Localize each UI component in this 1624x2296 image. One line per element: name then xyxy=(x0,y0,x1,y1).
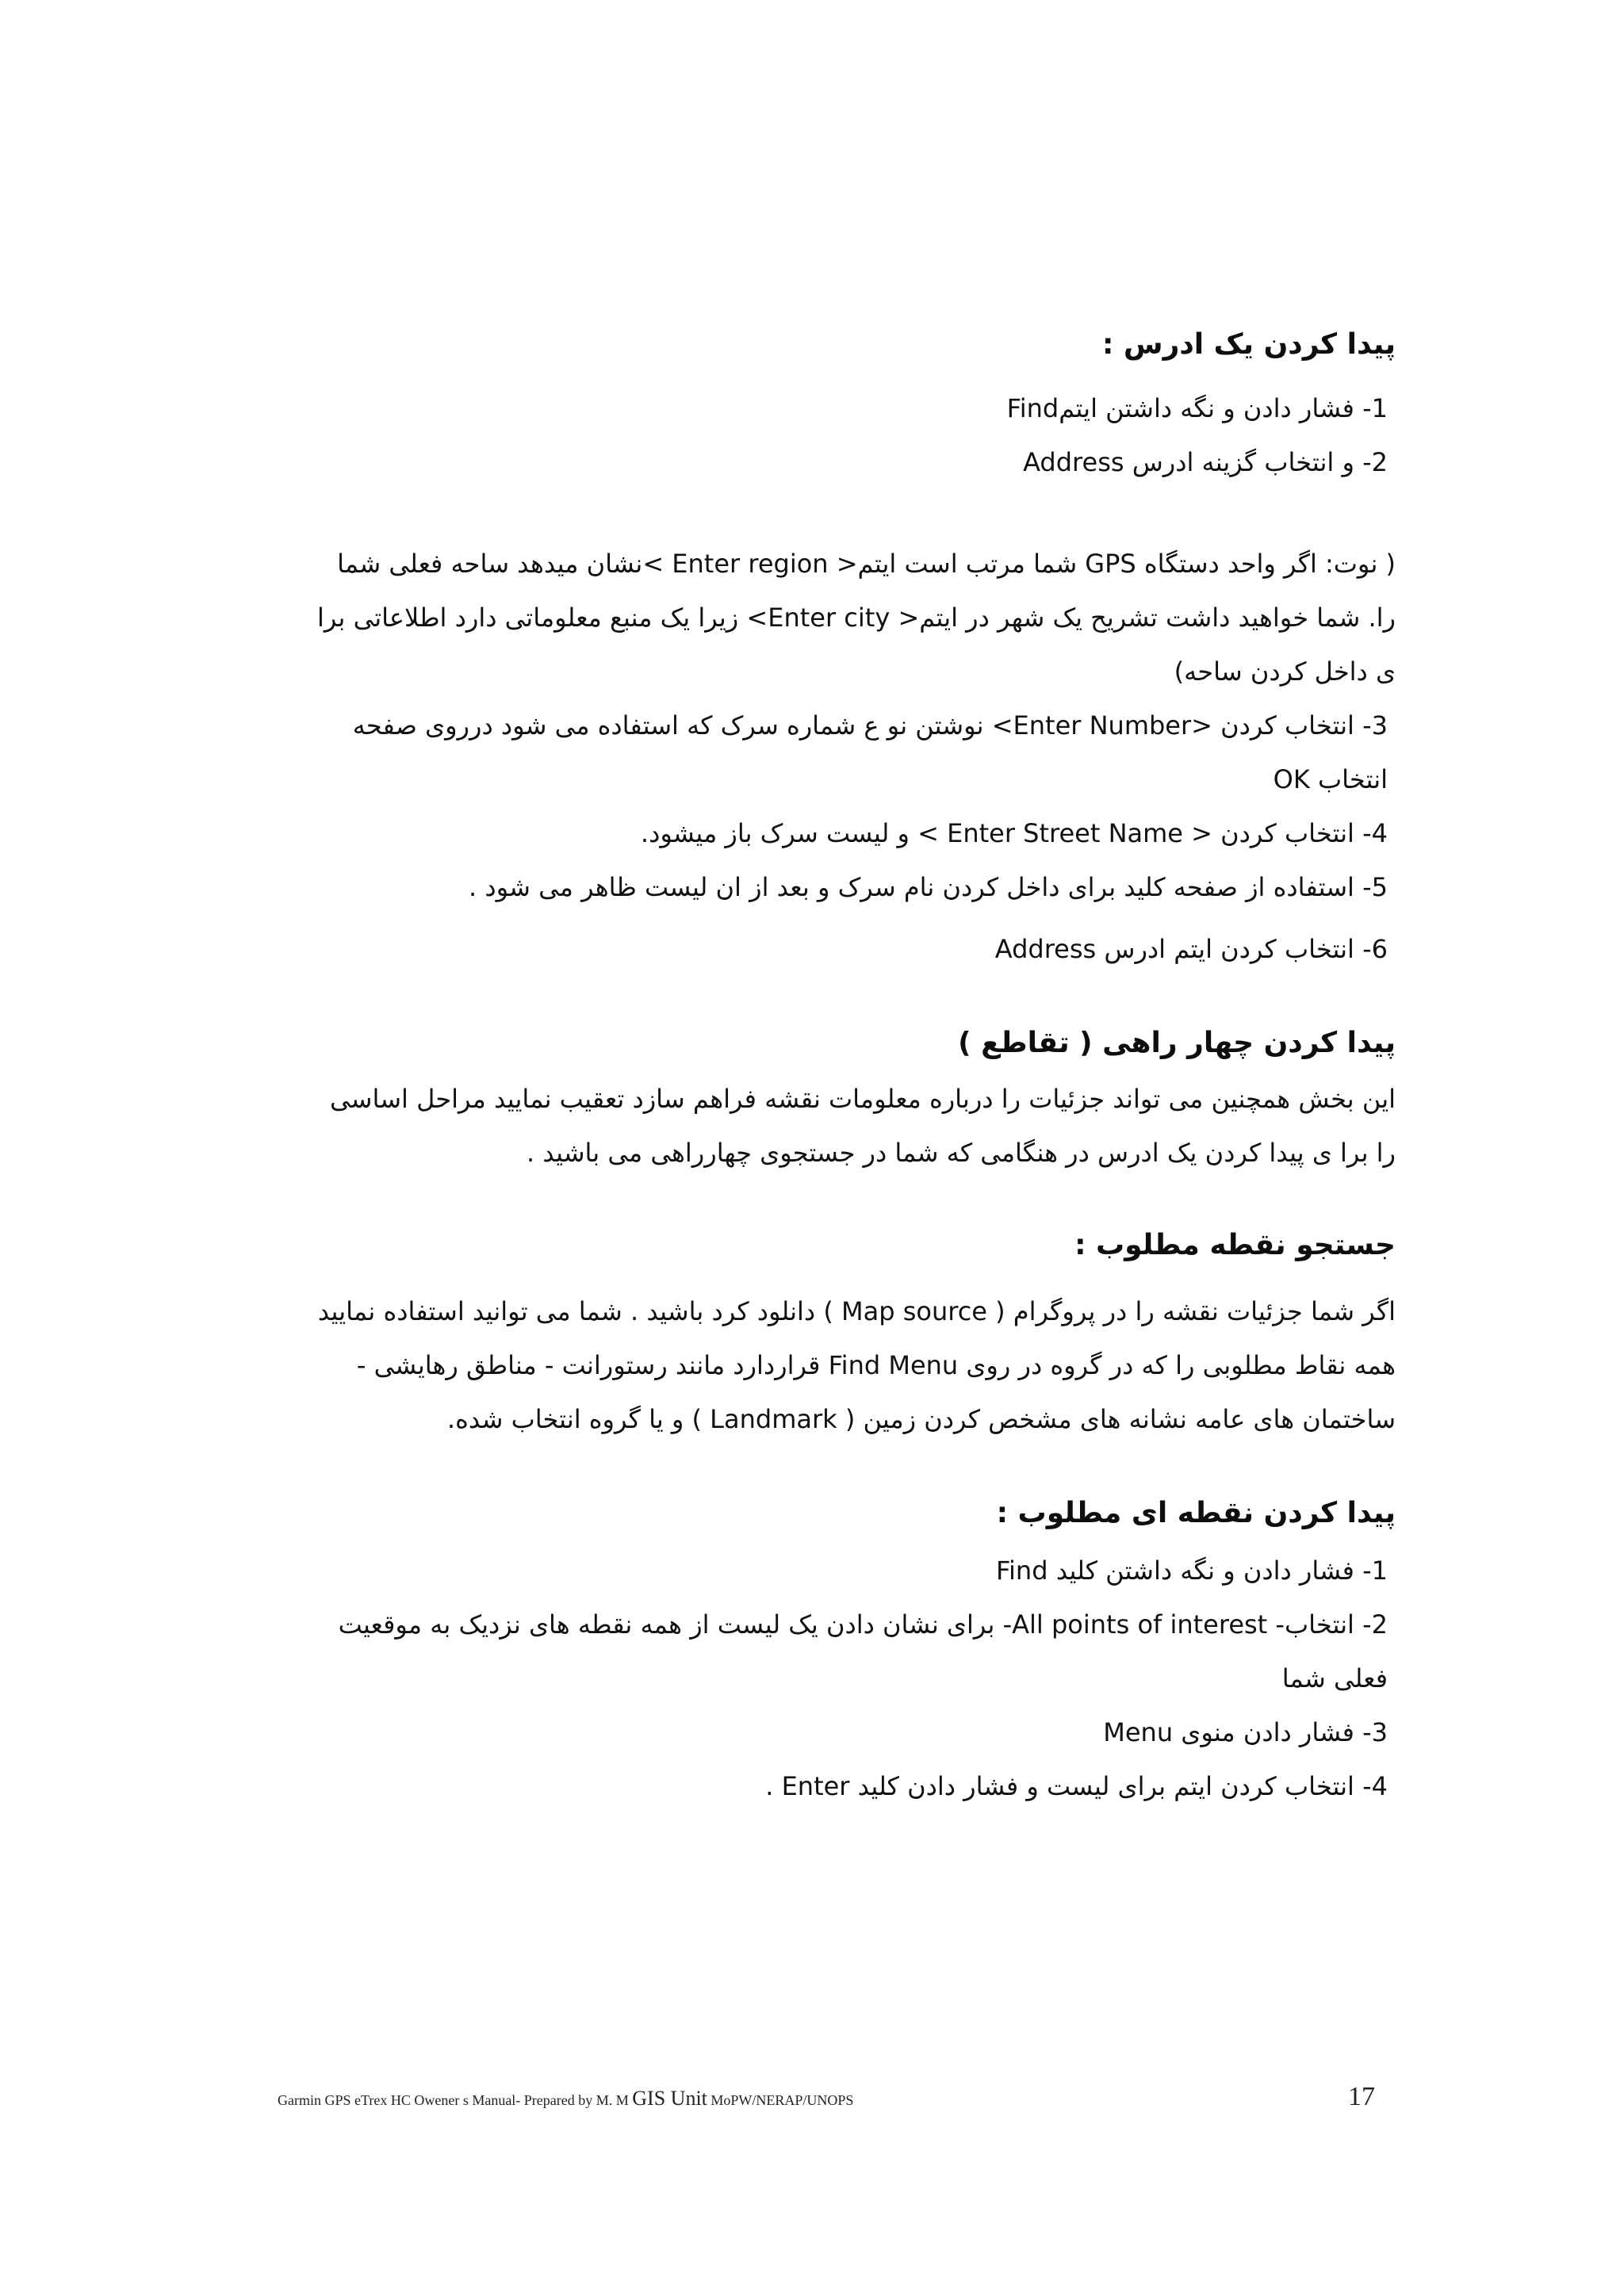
heading-find-address: پیدا کردن یک ادرس : xyxy=(1101,328,1396,361)
search-point-paragraph: اگر شما جزئیات نقشه را در پروگرام ( Map source ) دانلود کرد باشید . شما می توانید استفاده نمایید همه نقاط مطلوبی را که در گروه در روی Find Menu قراردارد مانند رستورانت - مناطق رهایشی - ساختمان های عامه نشانه های مشخص کردن زمین ( Landmark ) و یا گروه انتخاب شده. xyxy=(317,1296,1396,1435)
intersection-paragraph: این بخش همچنین می تواند جزئیات را درباره معلومات نقشه فراهم سازد تعقیب نمایید مراحل اساسی را برا ی پیدا کردن یک ادرس در هنگامی که شما در جستجوی چهارراهی می باشید . xyxy=(330,1083,1396,1168)
find-address-step-6: 6- انتخاب کردن ایتم ادرس Address xyxy=(994,933,1388,964)
find-address-step-3: 3- انتخاب کردن <Enter Number> نوشتن نو ع شماره سرک که استفاده می شود درروی صفحه انتخاب OK xyxy=(352,710,1388,794)
find-point-step-4: 4- انتخاب کردن ایتم برای لیست و فشار دادن کلید Enter . xyxy=(765,1771,1388,1802)
footer-manual-title: Garmin GPS eTrex HC Owener s Manual- Prepared by M. M xyxy=(278,2092,629,2108)
note-paragraph: ( نوت: اگر واحد دستگاه GPS شما مرتب است ایتم< Enter region >نشان میدهد ساحه فعلی شما را. شما خواهید داشت تشریح یک شهر در ایتم< Enter city> زیرا یک منبع معلوماتی دارد اطلاعاتی برا ی داخل کردن ساحه) xyxy=(316,548,1396,687)
page-footer xyxy=(278,2087,853,2110)
heading-find-point: پیدا کردن نقطه ای مطلوب : xyxy=(996,1497,1396,1530)
page-content xyxy=(311,327,1396,1813)
heading-intersection: پیدا کردن چهار راهی ( تقاطع ) xyxy=(958,1026,1396,1059)
page-number: 17 xyxy=(1348,2082,1375,2111)
find-address-step-2: 2- و انتخاب گزینه ادرس Address xyxy=(1023,446,1388,477)
footer-org: MoPW/NERAP/UNOPS xyxy=(710,2092,854,2108)
heading-search-point: جستجو نقطه مطلوب : xyxy=(1074,1228,1396,1261)
footer-unit: GIS Unit xyxy=(632,2087,707,2110)
find-address-step-4: 4- انتخاب کردن < Enter Street Name > و لیست سرک باز میشود. xyxy=(640,817,1388,848)
find-address-step-5: 5- استفاده از صفحه کلید برای داخل کردن نام سرک و بعد از ان لیست ظاهر می شود . xyxy=(468,871,1388,902)
find-point-step-3: 3- فشار دادن منوی Menu xyxy=(1103,1717,1388,1748)
find-address-step-1: 1- فشار دادن و نگه داشتن ایتمFind xyxy=(1006,392,1388,423)
find-point-step-1: 1- فشار دادن و نگه داشتن کلید Find xyxy=(995,1556,1388,1586)
find-point-step-2: 2- انتخاب- All points of interest- برای نشان دادن یک لیست از همه نقطه های نزدیک به موقعیت فعلی شما xyxy=(338,1609,1388,1694)
